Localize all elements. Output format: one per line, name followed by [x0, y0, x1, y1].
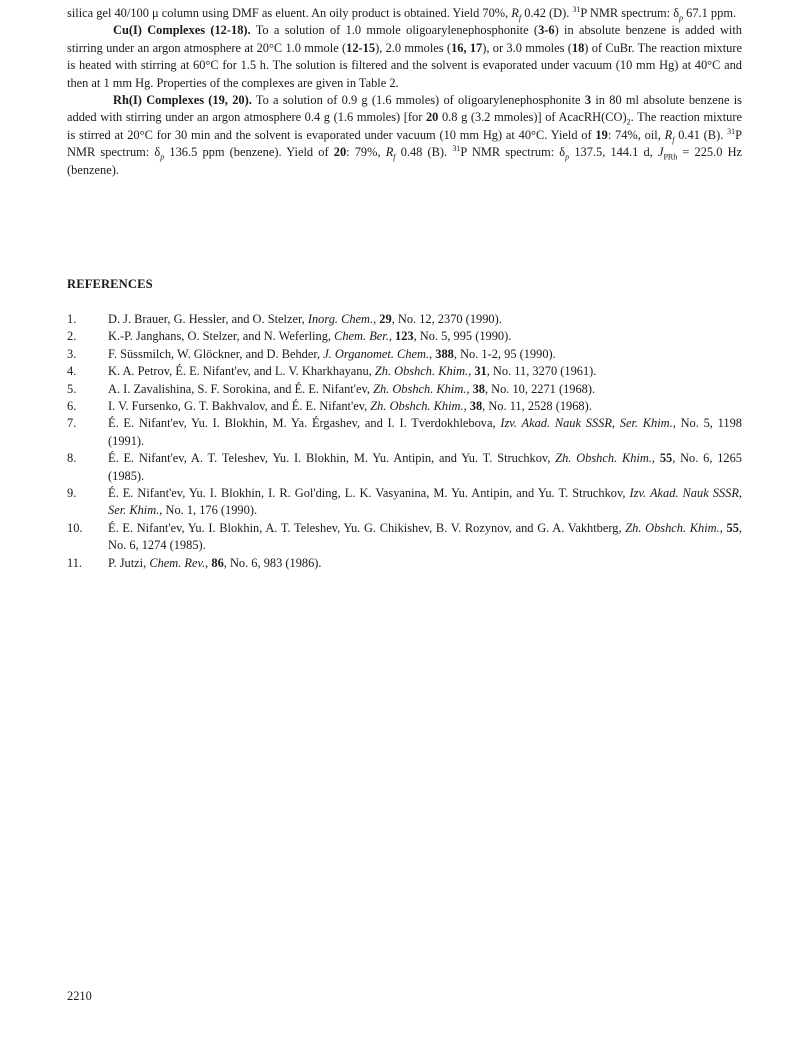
reference-text: K. A. Petrov, É. E. Nifant'ev, and L. V. Kharkhayanu, Zh. Obshch. Khim., 31, No. 11, 3270 (1961).: [108, 364, 597, 379]
references-list: [67, 311, 742, 572]
reference-item: [67, 363, 742, 380]
reference-number: 8.: [67, 451, 77, 466]
reference-text: F. Süssmilch, W. Glöckner, and D. Behder, J. Organomet. Chem., 388, No. 1-2, 95 (1990).: [108, 346, 556, 361]
reference-text: A. I. Zavalishina, S. F. Sorokina, and É. E. Nifant'ev, Zh. Obshch. Khim., 38, No. 10, 2271 (1968).: [108, 381, 596, 396]
reference-number: 6.: [67, 399, 77, 414]
rh-complexes-title: Rh(I) Complexes (19, 20).: [113, 93, 252, 108]
reference-item: [67, 450, 742, 485]
journal-name: Zh. Obshch. Khim.: [555, 451, 652, 466]
volume: 38: [469, 399, 483, 414]
page-number: 2210: [67, 989, 92, 1003]
journal-name: Izv. Akad. Nauk SSSR, Ser. Khim.: [108, 486, 742, 518]
reference-item: [67, 555, 742, 572]
references-heading: REFERENCES: [67, 277, 153, 291]
reference-text: K.-P. Janghans, O. Stelzer, and N. Weferling, Chem. Ber., 123, No. 5, 995 (1990).: [108, 329, 512, 344]
journal-name: Zh. Obshch. Khim.: [370, 399, 464, 414]
reference-text: D. J. Brauer, G. Hessler, and O. Stelzer, Inorg. Chem., 29, No. 12, 2370 (1990).: [108, 312, 502, 326]
volume: 38: [472, 381, 485, 396]
journal-name: Zh. Obshch. Khim.: [373, 381, 467, 396]
reference-text: I. V. Fursenko, G. T. Bakhvalov, and É. E. Nifant'ev, Zh. Obshch. Khim., 38, No. 11, 2528 (1968).: [108, 399, 592, 414]
journal-name: Izv. Akad. Nauk SSSR, Ser. Khim.: [500, 416, 673, 431]
volume: 123: [395, 329, 414, 344]
reference-number: 10.: [67, 520, 83, 535]
journal-name: Zh. Obshch. Khim.: [625, 520, 720, 535]
reference-item: [67, 415, 742, 450]
paragraph-cu-complexes: Cu(I) Complexes (12-18). To a solution of 1.0 mmole oligoarylenephosphonite (3-6) in absolute benzene is added with stirring under an argon atmosphere at 20°C 1.0 mmole (12-15), 2.0 mmoles (16, 17), or 3.0 mmoles (18) of CuBr. The reaction mixture is heated with stirring at 60°C for 1.5 h. The solution is filtered and the solvent is evaporated under vacuum (10 mm Hg) at 40°C and then at 1 mm Hg. Properties of the complexes are given in Table 2.: [67, 23, 742, 90]
journal-name: Chem. Ber.: [334, 329, 389, 344]
paragraph-silica-gel: silica gel 40/100 μ column using DMF as eluent. An oily product is obtained. Yield 70%, $R_f$ 0.42 (D). $^{31}$P NMR spectrum: $\delta_p$ 67.1 ppm.: [67, 4, 737, 23]
reference-item: [67, 520, 742, 555]
reference-item: [67, 311, 742, 328]
volume: 55: [726, 520, 739, 535]
cu-complexes-title: Cu(I) Complexes (12-18).: [113, 23, 251, 38]
volume: 55: [659, 451, 673, 466]
reference-item: [67, 398, 742, 415]
reference-number: 2.: [67, 329, 77, 344]
reference-item: [67, 346, 742, 363]
reference-number: 1.: [67, 312, 77, 326]
reference-text: É. E. Nifant'ev, Yu. I. Blokhin, M. Ya. Érgashev, and I. I. Tverdokhlebova, Izv. Akad. Nauk SSSR, Ser. Khim., No. 5, 1198 (1991).: [108, 416, 742, 448]
reference-text: É. E. Nifant'ev, Yu. I. Blokhin, A. T. Teleshev, Yu. G. Chikishev, B. V. Rozynov, and G. A. Vakhtberg, Zh. Obshch. Khim., 55, No. 6, 1274 (1985).: [108, 520, 743, 553]
volume: 86: [211, 555, 224, 570]
journal-name: Chem. Rev.: [149, 555, 206, 570]
journal-name: Inorg. Chem.: [307, 312, 374, 326]
reference-number: 9.: [67, 486, 77, 501]
volume: 31: [474, 364, 487, 379]
reference-text: É. E. Nifant'ev, Yu. I. Blokhin, I. R. Gol'ding, L. K. Vasyanina, M. Yu. Antipin, and Yu. T. Struchkov, Izv. Akad. Nauk SSSR, Ser. Khim., No. 1, 176 (1990).: [108, 486, 742, 518]
reference-number: 11.: [67, 555, 83, 570]
reference-text: P. Jutzi, Chem. Rev., 86, No. 6, 983 (1986).: [108, 555, 322, 570]
reference-item: [67, 328, 742, 345]
reference-item: [67, 381, 742, 398]
reference-number: 4.: [67, 364, 77, 379]
reference-item: [67, 485, 742, 520]
volume: 29: [379, 312, 392, 326]
volume: 388: [435, 346, 454, 361]
paragraph-rh-complexes: Rh(I) Complexes (19, 20). To a solution of 0.9 g (1.6 mmoles) of oligoarylenephosphonite 3 in 80 ml absolute benzene is added with stirring under an argon atmosphere 0.4 g (1.6 mmoles) [for 20 0.8 g (3.2 mmoles)] of $AcacRH(CO)_2$. The reaction mixture is stirred at 20°C for 30 min and the solvent is evaporated under vacuum (10 mm Hg) at 40°C. Yield of 19: 74%, oil, $R_f$ 0.41 (B). $^{31}$P NMR spectrum: $\delta_p$ 136.5 ppm (benzene). Yield of 20: 79%, $R_f$ 0.48 (B). $^{31}$P NMR spectrum: $\delta_p$ 137.5, 144.1 d, $J_{PRh} = 225.0$ Hz (benzene).: [67, 93, 743, 177]
reference-number: 7.: [67, 416, 77, 431]
experimental-section: [67, 5, 742, 179]
journal-name: J. Organomet. Chem.: [323, 346, 430, 361]
reference-number: 3.: [67, 346, 77, 361]
reference-number: 5.: [67, 381, 77, 396]
reference-text: É. E. Nifant'ev, A. T. Teleshev, Yu. I. Blokhin, M. Yu. Antipin, and Yu. T. Struchkov, Zh. Obshch. Khim., 55, No. 6, 1265 (1985).: [108, 451, 742, 483]
journal-name: Zh. Obshch. Khim.: [374, 364, 469, 379]
